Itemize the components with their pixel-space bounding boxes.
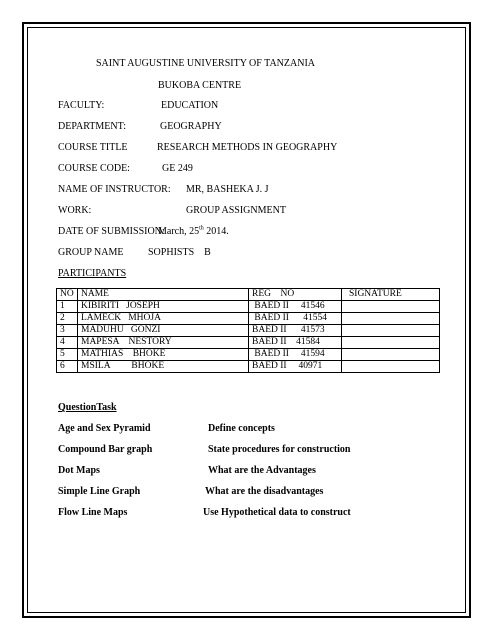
table-row: [57, 325, 440, 337]
row-signature: [342, 349, 440, 361]
row-reg-no: BAED II 41584: [249, 337, 342, 349]
question-item: Dot Maps: [58, 465, 100, 476]
group-label: GROUP NAME: [58, 247, 124, 258]
centre-title: BUKOBA CENTRE: [158, 80, 242, 91]
instructor-value: MR, BASHEKA J. J: [186, 184, 269, 195]
group-value: SOPHISTS B: [148, 247, 211, 258]
question-item: Flow Line Maps: [58, 507, 128, 518]
table-row: [57, 349, 440, 361]
row-no: 2: [57, 313, 78, 325]
course-title-value: RESEARCH METHODS IN GEOGRAPHY: [157, 142, 338, 153]
row-name: MATHIAS BHOKE: [78, 349, 249, 361]
question-item: Age and Sex Pyramid: [58, 423, 151, 434]
question-item: Compound Bar graph: [58, 444, 153, 455]
row-name: KIBIRITI JOSEPH: [78, 301, 249, 313]
table-row: [57, 313, 440, 325]
column-header-name: NAME: [78, 289, 249, 301]
instructor-label: NAME OF INSTRUCTOR:: [58, 184, 171, 195]
faculty-value: EDUCATION: [161, 100, 219, 111]
question-task-heading: QuestionTask: [58, 402, 117, 413]
university-title: SAINT AUGUSTINE UNIVERSITY OF TANZANIA: [96, 58, 316, 69]
row-name: MSILA BHOKE: [78, 361, 249, 373]
column-header-reg-no: REG NO: [249, 289, 342, 301]
table-row: [57, 361, 440, 373]
row-no: 5: [57, 349, 78, 361]
column-header-no: NO: [57, 289, 78, 301]
row-no: 6: [57, 361, 78, 373]
participants-table: [56, 288, 440, 373]
row-reg-no: BAED II 41554: [249, 313, 342, 325]
row-reg-no: BAED II 41546: [249, 301, 342, 313]
row-name: MADUHU GONZI: [78, 325, 249, 337]
row-no: 4: [57, 337, 78, 349]
row-name: LAMECK MHOJA: [78, 313, 249, 325]
row-reg-no: BAED II 41573: [249, 325, 342, 337]
submission-suffix: th: [199, 225, 204, 232]
participants-heading: PARTICIPANTS: [58, 268, 127, 279]
row-no: 3: [57, 325, 78, 337]
submission-date: [158, 226, 229, 238]
row-signature: [342, 361, 440, 373]
row-no: 1: [57, 301, 78, 313]
task-item: Define concepts: [208, 423, 275, 434]
row-reg-no: BAED II 40971: [249, 361, 342, 373]
column-header-signature: SIGNATURE: [342, 289, 440, 301]
question-item: Simple Line Graph: [58, 486, 141, 497]
department-value: GEOGRAPHY: [160, 121, 222, 132]
row-signature: [342, 337, 440, 349]
row-signature: [342, 301, 440, 313]
department-label: DEPARTMENT:: [58, 121, 126, 132]
table-header-row: [57, 289, 440, 301]
table-row: [57, 337, 440, 349]
course-title-label: COURSE TITLE: [58, 142, 128, 153]
faculty-label: FACULTY:: [58, 100, 105, 111]
task-item: State procedures for construction: [208, 444, 351, 455]
task-item: Use Hypothetical data to construct: [203, 507, 351, 518]
task-item: What are the Advantages: [208, 465, 316, 476]
row-reg-no: BAED II 41594: [249, 349, 342, 361]
submission-year: 2014.: [206, 226, 229, 237]
submission-month: March, 25: [158, 226, 200, 237]
course-code-label: COURSE CODE:: [58, 163, 130, 174]
table-row: [57, 301, 440, 313]
row-name: MAPESA NESTORY: [78, 337, 249, 349]
row-signature: [342, 313, 440, 325]
course-code-value: GE 249: [162, 163, 193, 174]
submission-label: DATE OF SUBMISSION:: [58, 226, 165, 237]
work-label: WORK:: [58, 205, 92, 216]
task-item: What are the disadvantages: [205, 486, 324, 497]
work-value: GROUP ASSIGNMENT: [186, 205, 286, 216]
row-signature: [342, 325, 440, 337]
